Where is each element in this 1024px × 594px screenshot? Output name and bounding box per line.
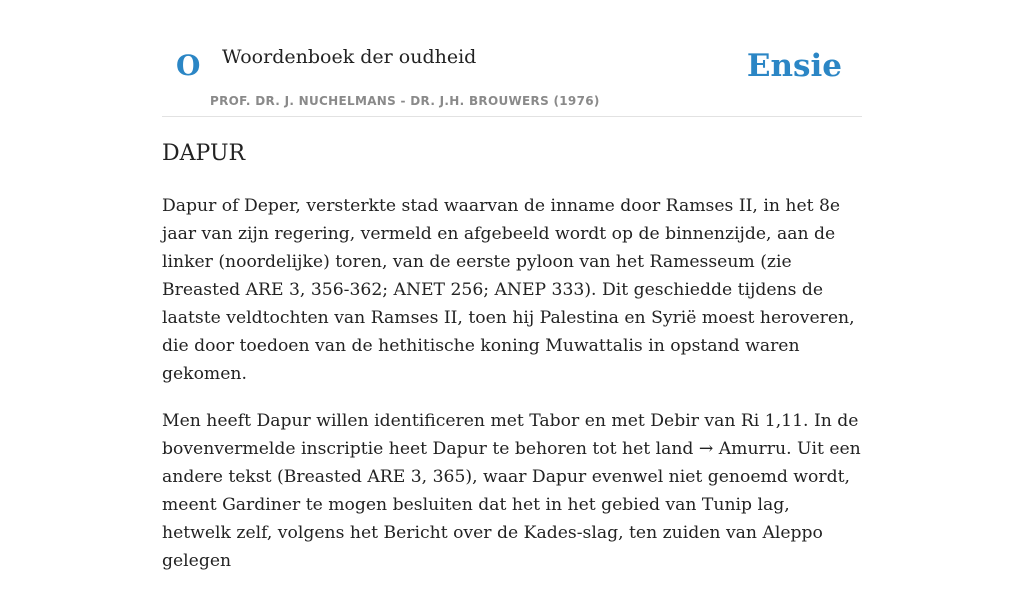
entry-paragraph xyxy=(162,407,862,575)
paragraph-text: . Uit een andere tekst (Breasted ARE 3, 365), waar Dapur evenwel niet genoemd wordt, meent Gardiner te mogen besluiten dat het in het gebied van Tunip lag, hetwelk zelf, volgens het Bericht over de Kades-slag, ten zuiden van Aleppo gelegen xyxy=(162,439,861,571)
book-title[interactable]: Woordenboek der oudheid xyxy=(222,46,477,68)
paragraph-text: Dapur of Deper, versterkte stad waarvan de inname door Ramses II, in het 8e jaar van zijn regering, vermeld en afgebeeld wordt op de binnenzijde, aan de linker (noordelijke) toren, van de eerste pyloon van het Ramesseum (zie Breasted ARE 3, 356-362; ANET 256; ANEP 333). Dit geschiedde tijdens de laatste veldtochten van Ramses II, toen hij Palestina en Syrië moest heroveren, die door toedoen van de hethitische koning Muwattalis in opstand waren gekomen. xyxy=(162,196,855,384)
site-header xyxy=(162,0,862,117)
cross-reference-link-amurru[interactable]: → Amurru xyxy=(698,439,787,459)
letter-index-badge[interactable]: O xyxy=(176,49,201,82)
entry-title: DAPUR xyxy=(162,141,246,166)
entry-paragraph xyxy=(162,192,862,388)
ensie-logo[interactable]: Ensie xyxy=(746,48,842,84)
entry-body xyxy=(162,192,862,594)
book-authors: PROF. DR. J. NUCHELMANS - DR. J.H. BROUWERS (1976) xyxy=(210,94,600,108)
paragraph-text: Men heeft Dapur willen identificeren met Tabor en met Debir van Ri 1,11. In de bovenvermelde inscriptie heet Dapur te behoren tot het land xyxy=(162,411,859,459)
